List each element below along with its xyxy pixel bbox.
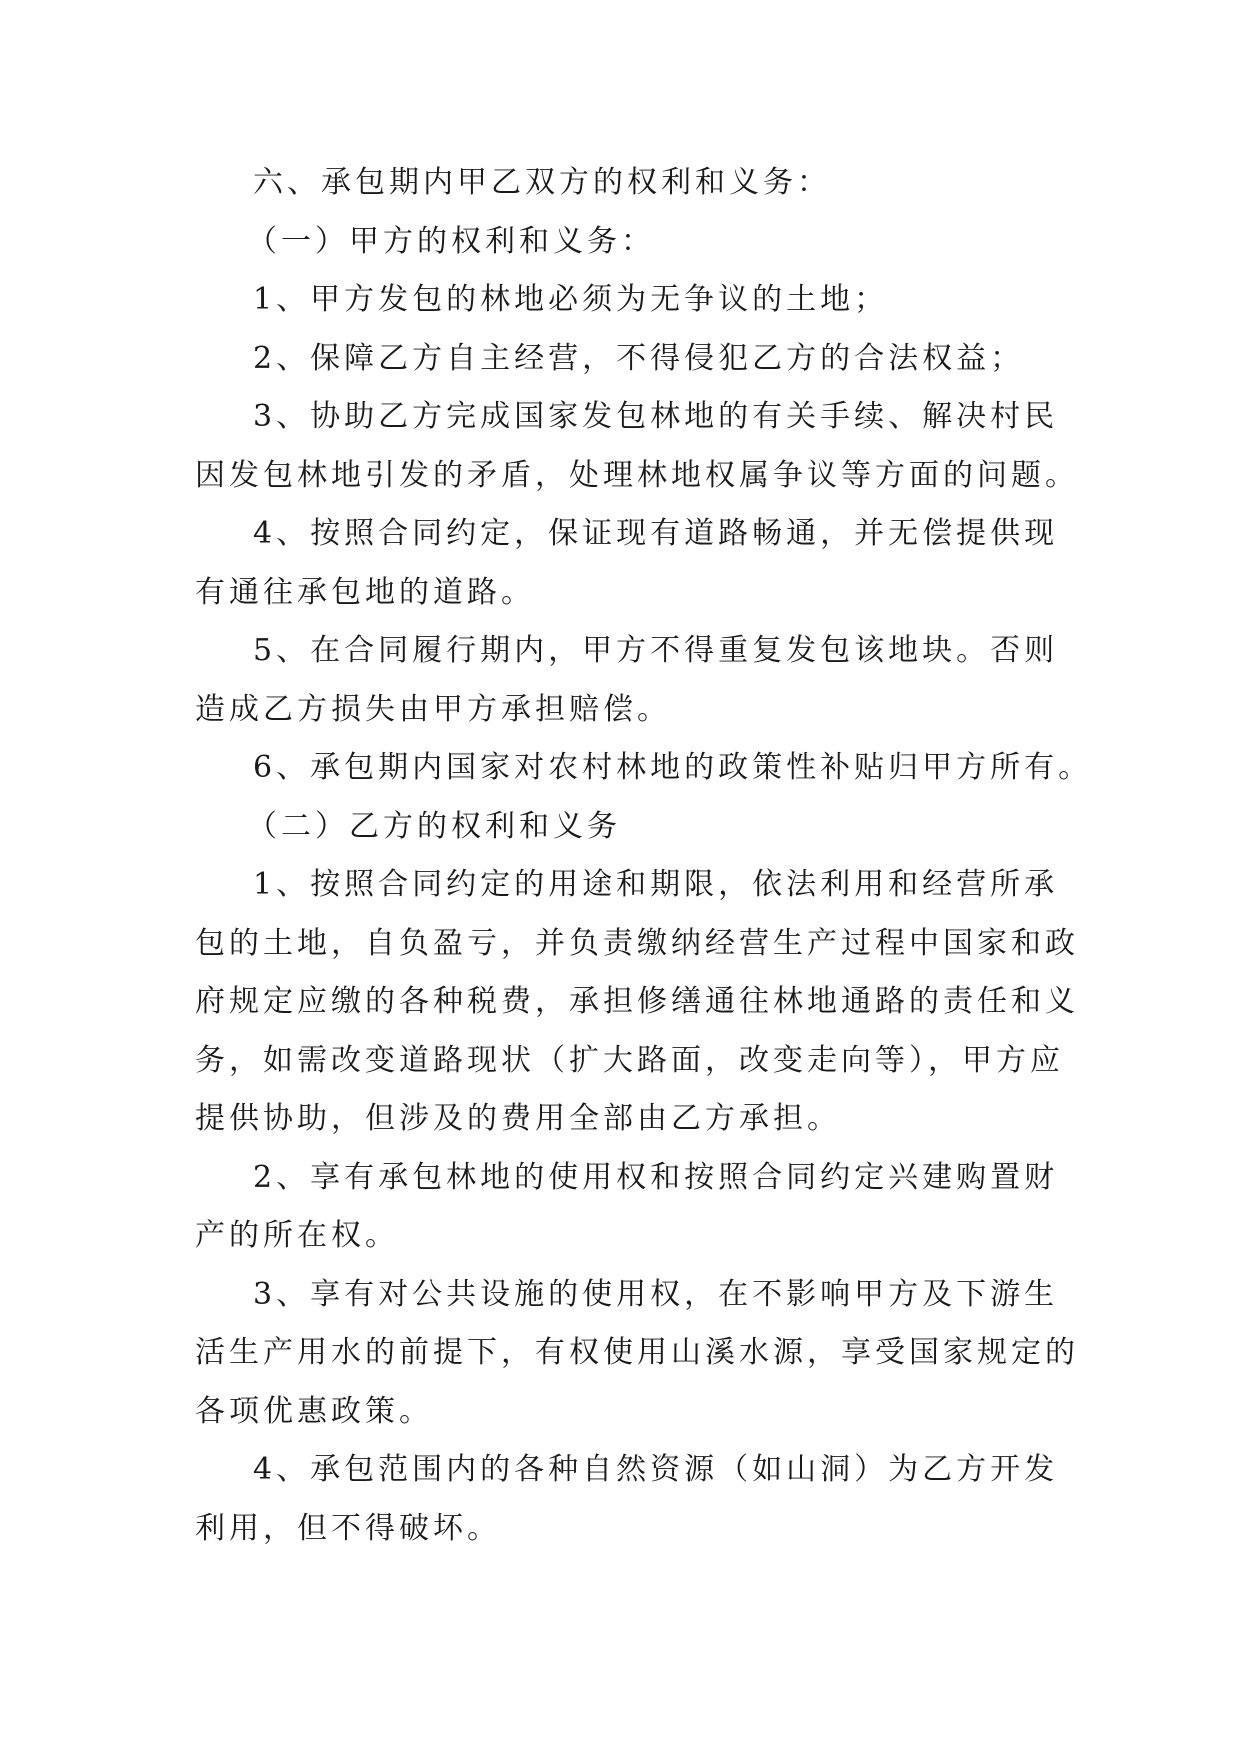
paragraph-line: 有通往承包地的道路。 (195, 574, 535, 610)
paragraph-line: 3、享有对公共设施的使用权，在不影响甲方及下游生 (253, 1276, 1059, 1312)
paragraph-line: 因发包林地引发的矛盾，处理林地权属争议等方面的问题。 (195, 457, 1079, 493)
paragraph-line: 1、甲方发包的林地必须为无争议的土地； (253, 282, 889, 317)
paragraph-line: 府规定应缴的各种税费，承担修缮通往林地通路的责任和义 (195, 984, 1079, 1019)
paragraph-line: 4、按照合同约定，保证现有道路畅通，并无偿提供现 (253, 516, 1059, 551)
paragraph-line: 提供协助，但涉及的费用全部由乙方承担。 (195, 1101, 841, 1136)
paragraph-line: 4、承包范围内的各种自然资源（如山洞）为乙方开发 (253, 1452, 1059, 1487)
paragraph-line: 2、保障乙方自主经营，不得侵犯乙方的合法权益； (253, 340, 1025, 376)
paragraph-line: 3、协助乙方完成国家发包林地的有关手续、解决村民 (253, 399, 1059, 434)
paragraph-line: 造成乙方损失由甲方承担赔偿。 (195, 691, 671, 727)
paragraph-line: 1、按照合同约定的用途和期限，依法利用和经营所承 (253, 867, 1059, 902)
subsection-heading-party-a: （一）甲方的权利和义务： (247, 223, 655, 259)
paragraph-line: 2、享有承包林地的使用权和按照合同约定兴建购置财 (253, 1159, 1059, 1195)
paragraph-line: 包的土地，自负盈亏，并负责缴纳经营生产过程中国家和政 (195, 925, 1079, 961)
paragraph-line: 5、在合同履行期内，甲方不得重复发包该地块。否则 (253, 633, 1059, 668)
section-heading: 六、承包期内甲乙双方的权利和义务： (253, 165, 831, 200)
paragraph-line: 活生产用水的前提下，有权使用山溪水源，享受国家规定的 (195, 1335, 1079, 1370)
subsection-heading-party-b: （二）乙方的权利和义务 (247, 808, 621, 844)
paragraph-line: 各项优惠政策。 (195, 1393, 433, 1429)
paragraph-line: 务，如需改变道路现状（扩大路面，改变走向等），甲方应 (195, 1042, 1064, 1078)
paragraph-line: 6、承包期内国家对农村林地的政策性补贴归甲方所有。 (253, 750, 1093, 785)
paragraph-line: 利用，但不得破坏。 (195, 1510, 501, 1546)
paragraph-line: 产的所在权。 (195, 1218, 399, 1253)
document-body (195, 154, 1093, 1558)
